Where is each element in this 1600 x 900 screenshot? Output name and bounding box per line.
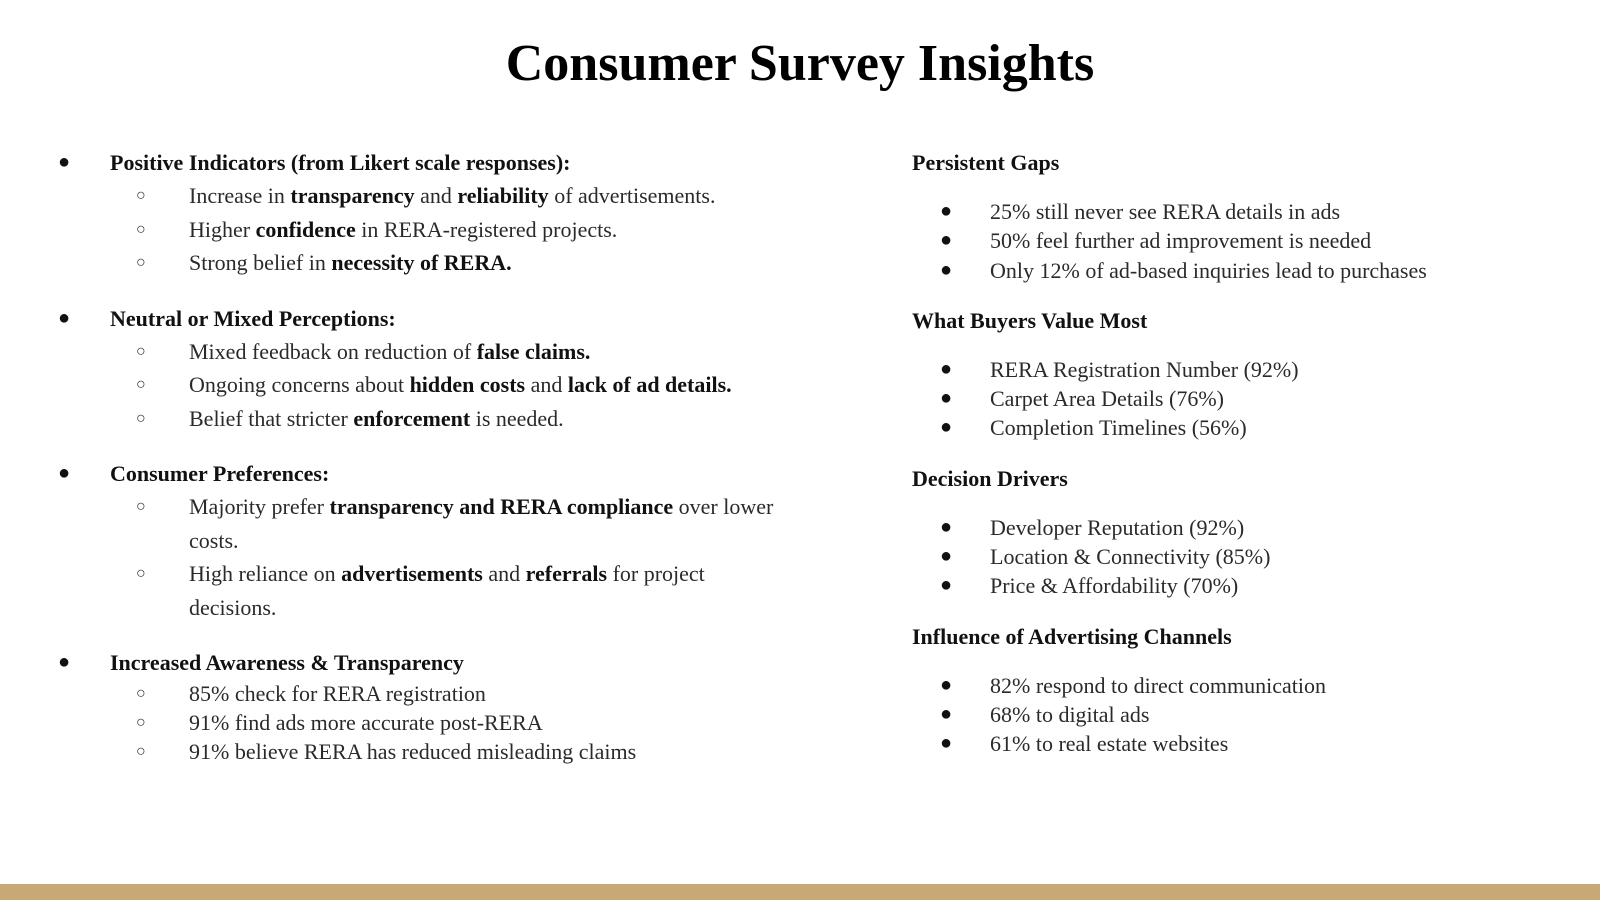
sub-bullet-icon: ○ — [136, 498, 146, 515]
item-text: 50% feel further ad improvement is needed — [990, 228, 1372, 254]
list-item — [912, 355, 1572, 384]
list-item — [54, 213, 789, 247]
bullet-list — [912, 671, 1572, 759]
sub-bullet-icon: ○ — [136, 685, 146, 702]
list-item — [54, 179, 789, 213]
item-text: of advertisements. — [548, 183, 716, 208]
item-text: 61% to real estate websites — [990, 731, 1229, 757]
bullet-icon: ● — [940, 200, 953, 222]
bullet-icon: ● — [58, 651, 71, 673]
list-item — [912, 384, 1572, 413]
bullet-icon: ● — [940, 545, 953, 568]
section-heading — [54, 457, 794, 490]
list-item — [912, 729, 1572, 758]
bullet-icon: ● — [58, 462, 71, 484]
section-heading — [54, 646, 794, 679]
emphasis-text: hidden costs — [409, 372, 526, 397]
list-item — [54, 708, 789, 737]
bullet-list — [912, 197, 1572, 285]
emphasis-text: lack of ad details. — [567, 372, 732, 397]
bullet-list — [912, 355, 1572, 443]
sub-list — [54, 490, 794, 624]
item-text: 91% find ads more accurate post-RERA — [189, 710, 543, 735]
item-text: is needed. — [470, 405, 564, 431]
list-item — [912, 700, 1572, 729]
sub-list — [54, 679, 794, 766]
item-text: Strong belief in — [189, 250, 332, 275]
item-text: Higher — [189, 216, 256, 242]
section-positive-indicators-from-likert-scale-responses — [54, 146, 794, 280]
sub-bullet-icon: ○ — [136, 409, 146, 427]
item-text: 68% to digital ads — [990, 701, 1150, 727]
heading-influence-of-advertising-channels: Influence of Advertising Channels — [912, 623, 1232, 649]
emphasis-text: confidence — [255, 216, 356, 242]
emphasis-text: reliability — [457, 183, 549, 208]
sub-bullet-icon: ○ — [136, 220, 146, 238]
bullet-icon: ● — [940, 258, 953, 281]
bullet-icon: ● — [940, 515, 953, 538]
emphasis-text: transparency and RERA compliance — [329, 494, 674, 519]
list-item — [54, 737, 789, 766]
bullet-icon: ● — [940, 416, 953, 439]
item-text: 91% believe RERA has reduced misleading claims — [189, 739, 637, 764]
bullet-icon: ● — [58, 306, 71, 329]
bullet-icon: ● — [940, 574, 953, 597]
bullet-icon: ● — [940, 387, 953, 410]
right-column — [912, 146, 1572, 778]
item-text: for project decisions. — [189, 561, 705, 620]
bullet-icon: ● — [940, 702, 953, 725]
section-heading-text: Increased Awareness & Transparency — [110, 650, 464, 675]
emphasis-text: enforcement — [353, 405, 471, 431]
item-text: Mixed feedback on reduction of — [189, 338, 477, 364]
heading-decision-drivers: Decision Drivers — [912, 465, 1068, 491]
list-item — [54, 335, 789, 369]
list-item — [912, 671, 1572, 700]
item-text: 85% check for RERA registration — [189, 681, 486, 706]
item-text: in RERA-registered projects. — [355, 216, 618, 242]
item-text: and — [525, 372, 568, 397]
slide-title: Consumer Survey Insights — [505, 35, 1095, 92]
emphasis-text: advertisements — [341, 561, 483, 586]
section-increased-awareness-transparency — [54, 646, 794, 766]
section-heading — [54, 146, 794, 179]
sub-bullet-icon: ○ — [136, 254, 146, 271]
sub-bullet-icon: ○ — [136, 342, 146, 360]
bullet-list — [912, 513, 1572, 601]
list-item — [912, 542, 1572, 571]
item-text: and — [414, 183, 458, 208]
item-text: Increase in — [189, 183, 291, 208]
list-item — [912, 226, 1572, 255]
item-text: Belief that stricter — [189, 405, 354, 431]
emphasis-text: transparency — [290, 183, 415, 208]
item-text: High reliance on — [189, 561, 342, 586]
list-item — [912, 571, 1572, 600]
heading-what-buyers-value-most: What Buyers Value Most — [912, 307, 1148, 333]
item-text: Only 12% of ad-based inquiries lead to purchases — [990, 257, 1427, 283]
item-text: Completion Timelines (56%) — [990, 415, 1247, 441]
bullet-icon: ● — [940, 357, 953, 380]
sub-list — [54, 179, 794, 280]
bullet-icon: ● — [940, 229, 953, 252]
section-heading — [54, 302, 794, 335]
section-heading-text: Positive Indicators (from Likert scale responses): — [110, 150, 571, 175]
left-column — [54, 146, 794, 788]
item-text: Majority prefer — [189, 494, 330, 519]
list-item — [54, 557, 789, 624]
item-text: Price & Affordability (70%) — [990, 573, 1239, 599]
list-item — [912, 513, 1572, 542]
list-item — [54, 246, 789, 280]
section-heading-text: Consumer Preferences: — [110, 461, 330, 486]
item-text: RERA Registration Number (92%) — [990, 356, 1299, 382]
sub-bullet-icon: ○ — [136, 187, 146, 204]
list-item — [54, 368, 789, 402]
item-text: and — [482, 561, 526, 586]
item-text: Location & Connectivity (85%) — [990, 544, 1271, 570]
item-text: Carpet Area Details (76%) — [990, 386, 1224, 412]
list-item — [912, 197, 1572, 226]
list-item — [54, 679, 789, 708]
section-heading-text: Neutral or Mixed Perceptions: — [110, 305, 396, 331]
sub-bullet-icon: ○ — [136, 743, 146, 760]
section-consumer-preferences — [54, 457, 794, 624]
item-text: Ongoing concerns about — [189, 372, 410, 397]
sub-list — [54, 335, 794, 436]
sub-bullet-icon: ○ — [136, 714, 146, 731]
list-item — [912, 256, 1572, 285]
section-neutral-or-mixed-perceptions — [54, 302, 794, 436]
sub-bullet-icon: ○ — [136, 376, 146, 393]
bullet-icon: ● — [940, 673, 953, 696]
bullet-icon: ● — [940, 732, 953, 755]
list-item — [54, 402, 789, 436]
bullet-icon: ● — [58, 151, 71, 173]
sub-bullet-icon: ○ — [136, 565, 146, 582]
emphasis-text: referrals — [525, 561, 608, 586]
heading-persistent-gaps: Persistent Gaps — [912, 150, 1060, 175]
list-item — [54, 490, 789, 557]
item-text: Developer Reputation (92%) — [990, 514, 1245, 540]
item-text: 25% still never see RERA details in ads — [990, 199, 1341, 224]
item-text: over lower costs. — [189, 494, 774, 553]
list-item — [912, 413, 1572, 442]
emphasis-text: necessity of RERA. — [331, 250, 512, 275]
emphasis-text: false claims. — [476, 338, 591, 364]
item-text: 82% respond to direct communication — [990, 672, 1327, 698]
footer-accent-bar — [0, 884, 1600, 900]
